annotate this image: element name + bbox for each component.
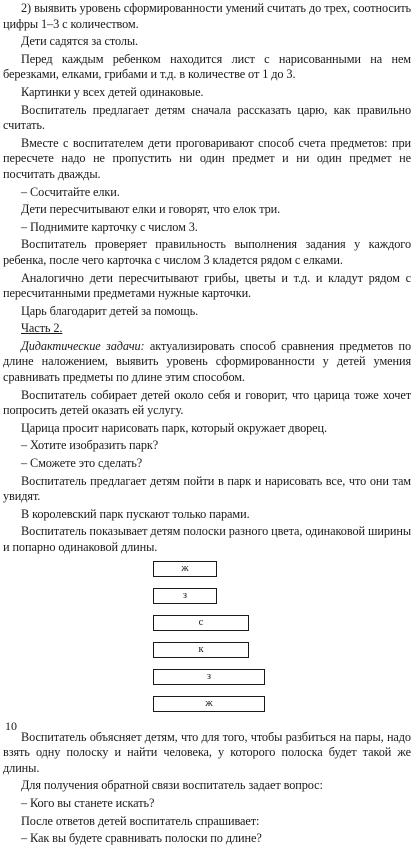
strip <box>153 561 217 577</box>
page-number: 10 <box>5 719 17 733</box>
paragraph: Перед каждым ребенком находится лист с нарисованными на нем березками, елками, грибами и т.д. в количестве от 1 до 3. <box>3 51 411 82</box>
dialogue-line: – Поднимите карточку с числом 3. <box>21 219 198 234</box>
paragraph: Аналогично дети пересчитывают грибы, цветы и т.д. и кладут рядом с пересчитанными предметами нужные карточки. <box>3 270 411 301</box>
didactic-label: Дидактические задачи: <box>21 338 145 353</box>
strip <box>153 615 249 631</box>
strip-label: с <box>198 616 204 628</box>
didactic-goals <box>3 339 411 386</box>
paragraph: Воспитатель объясняет детям, что для того, чтобы разбиться на пары, надо взять одну полоску и найти человека, у которого полоска будет такой же длины. <box>3 729 411 775</box>
paragraph: Царь благодарит детей за помощь. <box>21 303 199 318</box>
strip-label: ж <box>205 697 213 709</box>
strip <box>153 669 265 685</box>
paragraph: После ответов детей воспитатель спрашивает: <box>21 813 260 828</box>
strip <box>153 588 217 604</box>
paragraph: Вместе с воспитателем дети проговаривают способ счета предметов: при пересчете надо не пропустить ни один предмет и ни один предмет не посчитать дважды. <box>3 135 411 181</box>
strip-label: з <box>182 589 188 601</box>
paragraph: Дети пересчитывают елки и говорят, что елок три. <box>21 202 281 217</box>
paragraph: Царица просит нарисовать парк, который окружает дворец. <box>21 420 327 435</box>
paragraph: Воспитатель проверяет правильность выполнения задания у каждого ребенка, после чего карточка с числом 3 кладется рядом с елками. <box>3 237 411 267</box>
dialogue-line: – Кого вы станете искать? <box>21 795 155 810</box>
strip <box>153 696 265 712</box>
dialogue-line: – Хотите изобразить парк? <box>21 438 159 453</box>
page-text <box>3 1 411 849</box>
strip-label: з <box>206 670 212 682</box>
paragraph: Воспитатель предлагает детям пойти в парк и нарисовать все, что они там увидят. <box>3 473 411 504</box>
section-heading <box>3 321 411 337</box>
dialogue-line: – Сможете это сделать? <box>21 456 143 471</box>
paragraph: Картинки у всех детей одинаковые. <box>21 84 204 99</box>
part-heading: Часть 2. <box>21 321 63 336</box>
strip <box>153 642 249 658</box>
paragraph: Воспитатель показывает детям полоски разного цвета, одинаковой ширины и попарно одинаковой длины. <box>3 524 411 554</box>
strip-label: к <box>198 643 204 655</box>
dialogue-line: – Сосчитайте елки. <box>21 184 120 199</box>
paragraph: Дети садятся за столы. <box>21 34 139 49</box>
strip-label: ж <box>181 562 189 574</box>
paragraph: Для получения обратной связи воспитатель задает вопрос: <box>21 778 323 793</box>
paragraph: 2) выявить уровень сформированности умений считать до трех, соотносить цифры 1–3 с количеством. <box>3 1 411 31</box>
paragraph: В королевский парк пускают только парами. <box>21 506 250 521</box>
strips-figure <box>3 559 411 727</box>
paragraph: Воспитатель собирает детей около себя и говорит, что царица тоже хочет попросить детей оказать ей услугу. <box>3 387 411 418</box>
paragraph: Воспитатель предлагает детям сначала рассказать царю, как правильно считать. <box>3 102 411 133</box>
dialogue-line: – Как вы будете сравнивать полоски по длине? <box>21 831 262 846</box>
didactic-text: актуализировать способ сравнения предметов по длине наложением, выявить уровень сформированности у детей умения сравнивать предметы по длине этим способом. <box>3 338 411 385</box>
